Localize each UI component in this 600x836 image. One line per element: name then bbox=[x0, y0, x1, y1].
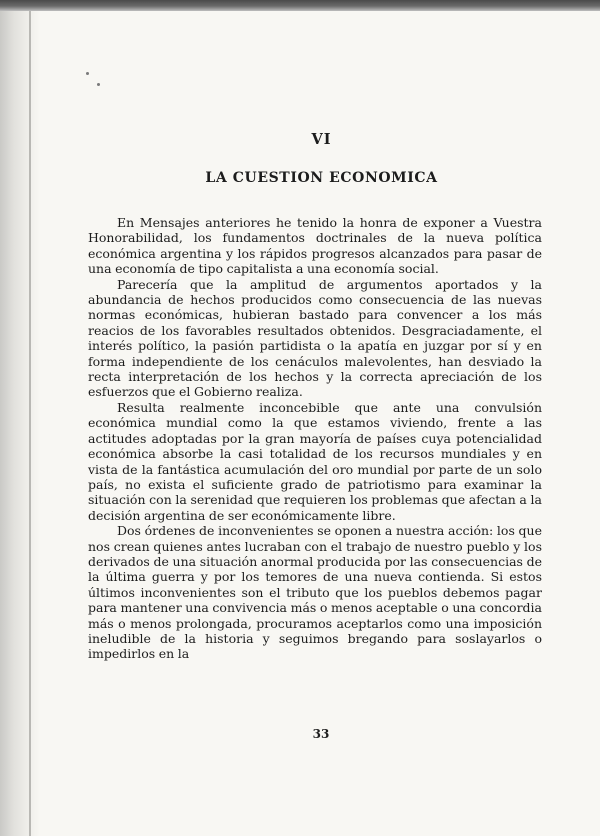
scan-speck bbox=[97, 83, 100, 86]
paragraph: Resulta realmente inconcebible que ante una convulsión económica mundial como la que estamos viviendo, frente a las actitudes adoptadas por la gran mayoría de países cuya potencialidad económica absorbe la casi totalidad de los recursos mundiales y en vista de la fantástica acumulación del oro mundial por parte de un solo país, no exista el suficiente grado de patriotismo para examinar la situación con la serenidad que requieren los problemas que afectan a la decisión argentina de ser económicamente libre. bbox=[88, 399, 542, 523]
paragraph: En Mensajes anteriores he tenido la honra de exponer a Vuestra Honorabilidad, los fundamentos doctrinales de la nueva política económica argentina y los rápidos progresos alcanzados para pasar de una economía de tipo capitalista a una economía social. bbox=[88, 215, 542, 277]
paragraph: Parecería que la amplitud de argumentos aportados y la abundancia de hechos producidos como consecuencia de las nuevas normas económicas, hubieran bastado para convencer a los más reacios de los favorables resultados obtenidos. Desgraciadamente, el interés político, la pasión partidista o la apatía en juzgar por sí y en forma independiente de los cenáculos malevolentes, han desviado la recta interpretación de los hechos y la correcta apreciación de los esfuerzos que el Gobierno realiza. bbox=[88, 276, 542, 400]
chapter-title: LA CUESTION ECONOMICA bbox=[205, 170, 438, 186]
page-number: 33 bbox=[312, 727, 330, 741]
scan-top-edge bbox=[0, 0, 600, 11]
chapter-number: VI bbox=[311, 131, 332, 148]
scan-speck bbox=[86, 72, 89, 75]
body-text bbox=[88, 215, 542, 662]
paragraph: Dos órdenes de inconvenientes se oponen a nuestra acción: los que nos crean quienes antes lucraban con el trabajo de nuestro pueblo y los derivados de una situación anormal producida por las consecuencias de la última guerra y por los temores de una nueva contienda. Si estos últimos inconvenientes son el tributo que los pueblos debemos pagar para mantener una convivencia más o menos aceptable o una concordia más o menos prolongada, procuramos aceptarlos como una imposición ineludible de la historia y seguimos bregando para soslayarlos o impedirlos en la bbox=[88, 523, 542, 662]
